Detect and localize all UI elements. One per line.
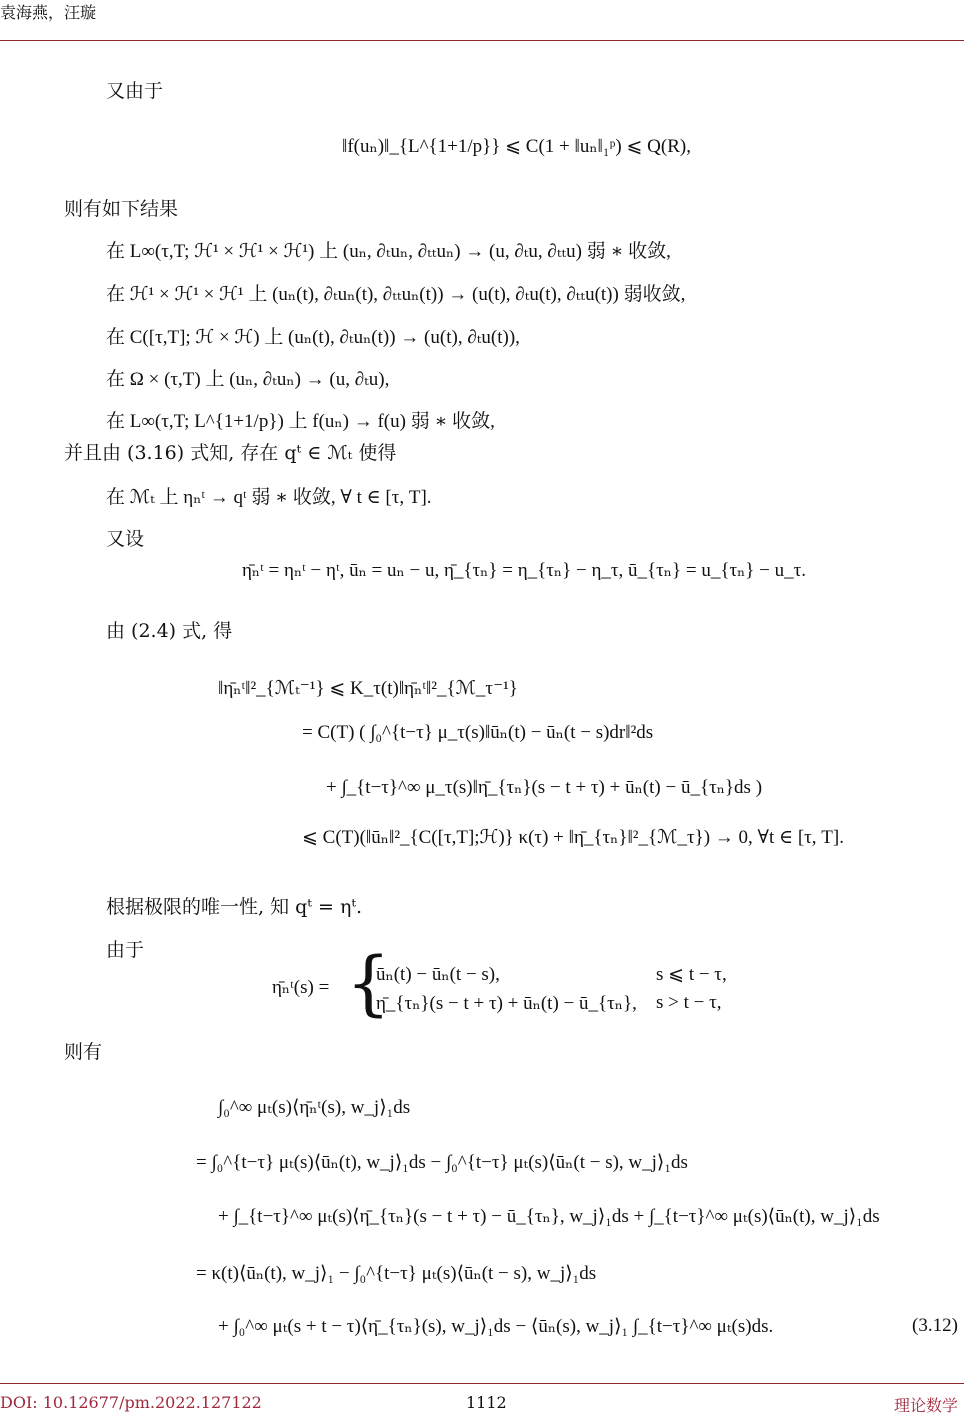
equation-2: η̄ₙᵗ = ηₙᵗ − ηᵗ, ūₙ = uₙ − u, η̄_{τₙ} = η_{τₙ} − η_τ, ū_{τₙ} = u_{τₙ} − u_τ. xyxy=(242,560,807,581)
equation-5-line-5: + ∫₀^∞ μₜ(s + t − τ)⟨η̄_{τₙ}(s), w_j⟩₁ds − ⟨ūₙ(s), w_j⟩₁ ∫_{t−τ}^∞ μₜ(s)ds. xyxy=(218,1316,774,1337)
paragraph-2: 则有如下结果 xyxy=(64,198,179,220)
header-authors: 袁海燕，汪璇 xyxy=(0,3,97,22)
equation-3-line-3: + ∫_{t−τ}^∞ μ_τ(s)‖η̄_{τₙ}(s − t + τ) + ūₙ(t) − ū_{τₙ}ds ) xyxy=(326,777,763,798)
footer-rule xyxy=(0,1383,964,1384)
equation-3-line-4: ⩽ C(T)(‖ūₙ‖²_{C([τ,T];ℋ)} κ(τ) + ‖η̄_{τₙ}‖²_{ℳ_τ}) → 0, ∀t ∈ [τ, T]. xyxy=(302,827,844,848)
equation-5-line-1: ∫₀^∞ μₜ(s)⟨η̄ₙᵗ(s), w_j⟩₁ds xyxy=(218,1097,411,1118)
footer-page-number: 1112 xyxy=(466,1393,507,1412)
convergence-2: 在 ℋ¹ × ℋ¹ × ℋ¹ 上 (uₙ(t), ∂ₜuₙ(t), ∂ₜₜuₙ(t)) → (u(t), ∂ₜu(t), ∂ₜₜu(t)) 弱收敛, xyxy=(106,284,686,305)
paragraph-6: 根据极限的唯一性, 知 qᵗ = ηᵗ. xyxy=(106,896,363,918)
equation-4-case-2-condition: s > t − τ, xyxy=(656,992,722,1013)
equation-4-case-1: ūₙ(t) − ūₙ(t − s), xyxy=(376,964,500,985)
equation-5-line-4: = κ(t)⟨ūₙ(t), w_j⟩₁ − ∫₀^{t−τ} μₜ(s)⟨ūₙ(t − s), w_j⟩₁ds xyxy=(196,1263,597,1284)
left-brace-icon: { xyxy=(346,942,391,1024)
equation-4-case-1-condition: s ⩽ t − τ, xyxy=(656,964,727,985)
equation-3-line-2: = C(T) ( ∫₀^{t−τ} μ_τ(s)‖ūₙ(t) − ūₙ(t − s)dr‖²ds xyxy=(302,722,654,743)
convergence-4: 在 Ω × (τ,T) 上 (uₙ, ∂ₜuₙ) → (u, ∂ₜu), xyxy=(106,369,390,390)
convergence-1: 在 L∞(τ,T; ℋ¹ × ℋ¹ × ℋ¹) 上 (uₙ, ∂ₜuₙ, ∂ₜₜuₙ) → (u, ∂ₜu, ∂ₜₜu) 弱 ∗ 收敛, xyxy=(106,241,671,262)
header-rule xyxy=(0,40,964,41)
paragraph-3: 并且由 (3.16) 式知, 存在 qᵗ ∈ ℳₜ 使得 xyxy=(64,442,397,464)
equation-4-case-2: η̄_{τₙ}(s − t + τ) + ūₙ(t) − ū_{τₙ}, xyxy=(376,993,637,1014)
convergence-6: 在 ℳₜ 上 ηₙᵗ → qᵗ 弱 ∗ 收敛, ∀ t ∈ [τ, T]. xyxy=(106,487,432,508)
paragraph-7: 由于 xyxy=(106,939,145,961)
equation-5-line-2: = ∫₀^{t−τ} μₜ(s)⟨ūₙ(t), w_j⟩₁ds − ∫₀^{t−τ} μₜ(s)⟨ūₙ(t − s), w_j⟩₁ds xyxy=(196,1152,688,1173)
footer-journal-name: 理论数学 xyxy=(894,1396,959,1415)
footer-doi-link[interactable]: DOI: 10.12677/pm.2022.127122 xyxy=(0,1393,262,1412)
convergence-5: 在 L∞(τ,T; L^{1+1/p}) 上 f(uₙ) → f(u) 弱 ∗ 收敛, xyxy=(106,411,495,432)
paragraph-4: 又设 xyxy=(106,528,145,550)
paragraph-1: 又由于 xyxy=(106,80,164,102)
convergence-3: 在 C([τ,T]; ℋ × ℋ) 上 (uₙ(t), ∂ₜuₙ(t)) → (u(t), ∂ₜu(t)), xyxy=(106,327,520,348)
equation-4-lhs: η̄ₙᵗ(s) = xyxy=(272,977,330,998)
equation-number: (3.12) xyxy=(912,1315,958,1336)
paragraph-5: 由 (2.4) 式, 得 xyxy=(106,620,233,642)
paragraph-8: 则有 xyxy=(64,1041,103,1063)
equation-3-line-1: ‖η̄ₙᵗ‖²_{ℳₜ⁻¹} ⩽ K_τ(t)‖η̄ₙᵗ‖²_{ℳ_τ⁻¹} xyxy=(218,678,518,699)
equation-1: ‖f(uₙ)‖_{L^{1+1/p}} ⩽ C(1 + ‖uₙ‖₁ᵖ) ⩽ Q(R), xyxy=(342,136,691,157)
equation-5-line-3: + ∫_{t−τ}^∞ μₜ(s)⟨η̄_{τₙ}(s − t + τ) − ū_{τₙ}, w_j⟩₁ds + ∫_{t−τ}^∞ μₜ(s)⟨ūₙ(t), w_j⟩₁ds xyxy=(218,1206,880,1227)
